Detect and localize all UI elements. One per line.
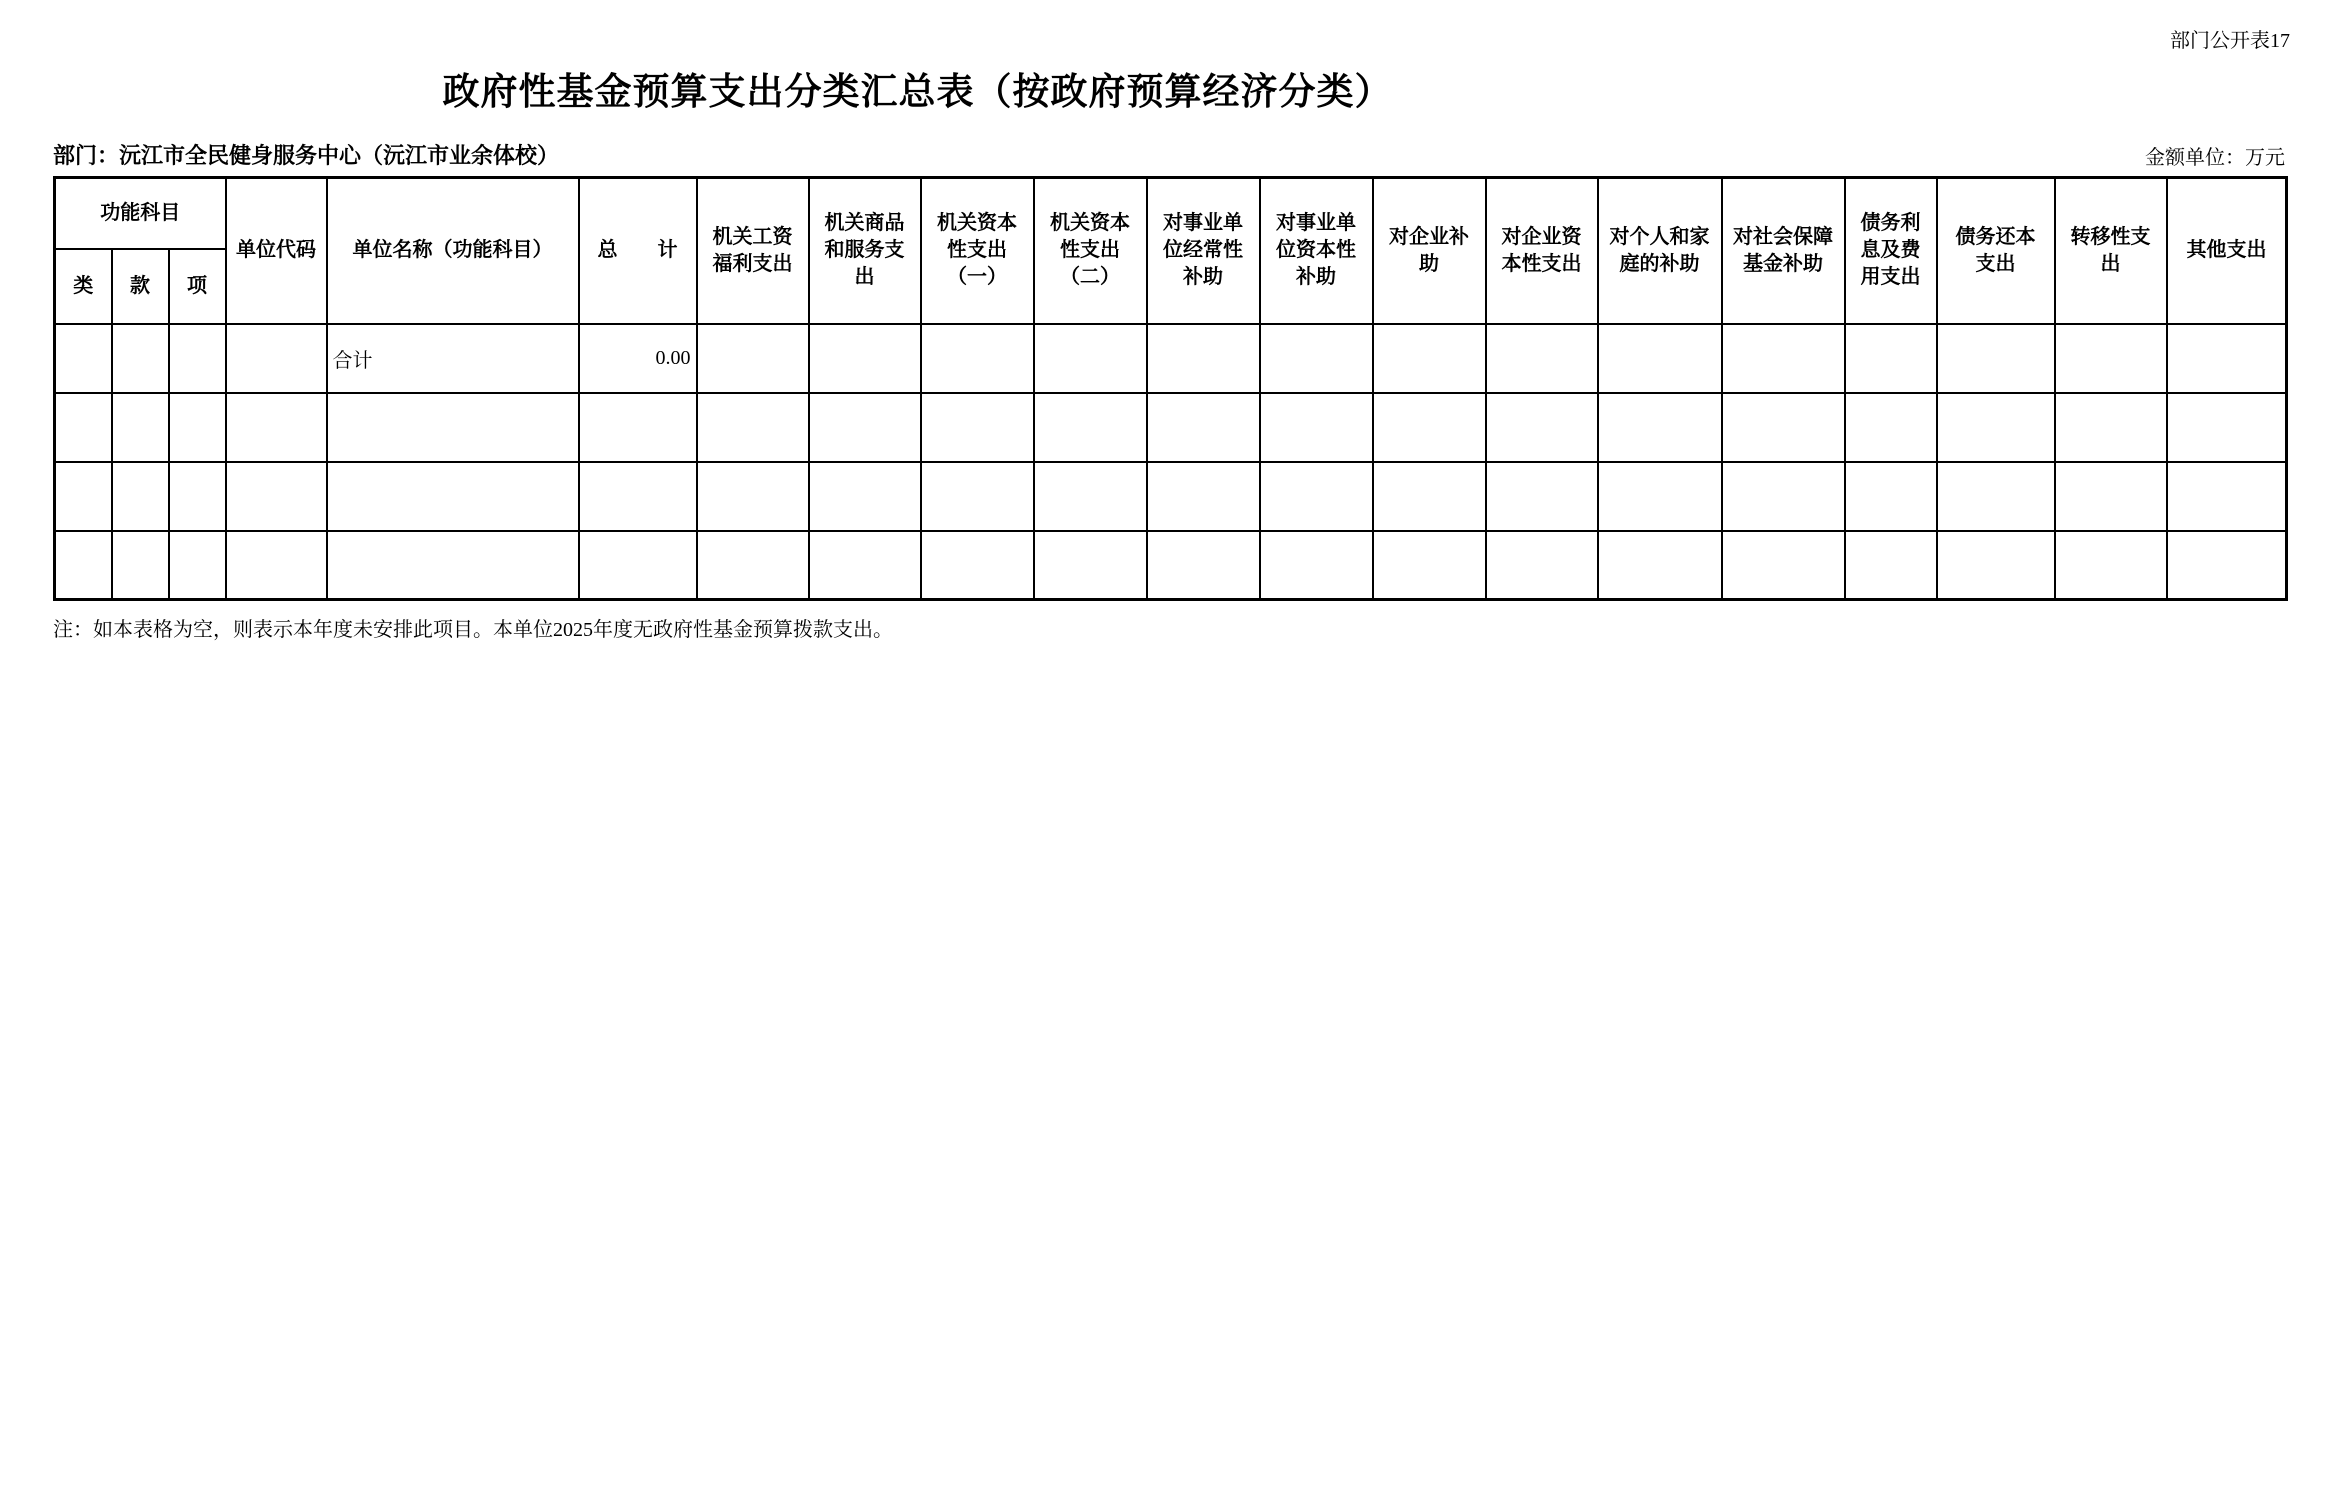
table-cell bbox=[1486, 462, 1598, 531]
col-econ-enterprise-capital: 对企业资本性支出 bbox=[1486, 178, 1598, 324]
table-cell bbox=[1845, 531, 1937, 600]
table-cell bbox=[55, 324, 112, 393]
col-econ-transfer: 转移性支出 bbox=[2055, 178, 2167, 324]
table-cell bbox=[1260, 462, 1373, 531]
table-cell bbox=[579, 393, 697, 462]
table-cell bbox=[226, 531, 327, 600]
table-cell bbox=[169, 393, 226, 462]
table-cell bbox=[1373, 324, 1486, 393]
table-cell bbox=[2167, 531, 2287, 600]
col-econ-capital-1: 机关资本性支出（一） bbox=[921, 178, 1034, 324]
table-cell bbox=[809, 462, 921, 531]
table-cell bbox=[1034, 462, 1147, 531]
table-cell bbox=[1486, 393, 1598, 462]
table-cell bbox=[1722, 393, 1845, 462]
table-cell bbox=[1034, 531, 1147, 600]
table-cell bbox=[1373, 531, 1486, 600]
col-func-subject: 功能科目 bbox=[55, 178, 226, 249]
table-row bbox=[55, 462, 2287, 531]
table-cell bbox=[1845, 324, 1937, 393]
table-cell bbox=[55, 462, 112, 531]
col-unit-code: 单位代码 bbox=[226, 178, 327, 324]
table-cell bbox=[1147, 462, 1260, 531]
table-cell bbox=[2055, 462, 2167, 531]
table-cell bbox=[809, 324, 921, 393]
table-cell bbox=[55, 531, 112, 600]
table-cell bbox=[2055, 531, 2167, 600]
table-cell bbox=[1147, 531, 1260, 600]
table-cell bbox=[55, 393, 112, 462]
col-econ-individual-family: 对个人和家庭的补助 bbox=[1598, 178, 1722, 324]
table-cell bbox=[112, 531, 169, 600]
col-econ-social-security: 对社会保障基金补助 bbox=[1722, 178, 1845, 324]
table-cell bbox=[169, 324, 226, 393]
table-cell bbox=[697, 324, 809, 393]
col-class: 类 bbox=[55, 249, 112, 324]
col-econ-enterprise-subsidy: 对企业补助 bbox=[1373, 178, 1486, 324]
table-cell bbox=[1937, 531, 2055, 600]
table-cell bbox=[2167, 324, 2287, 393]
col-econ-debt-principal: 债务还本支出 bbox=[1937, 178, 2055, 324]
table-cell bbox=[809, 393, 921, 462]
amount-unit-label: 金额单位：万元 bbox=[2145, 147, 2285, 169]
table-cell bbox=[697, 531, 809, 600]
table-cell bbox=[1845, 462, 1937, 531]
table-cell bbox=[2167, 393, 2287, 462]
budget-table bbox=[53, 176, 2288, 601]
page-title: 政府性基金预算支出分类汇总表（按政府预算经济分类） bbox=[442, 70, 1393, 113]
col-unit-name: 单位名称（功能科目） bbox=[327, 178, 579, 324]
department-line: 部门：沅江市全民健身服务中心（沅江市业余体校） bbox=[53, 143, 560, 168]
header-row-1 bbox=[55, 178, 2287, 249]
table-cell bbox=[226, 324, 327, 393]
table-cell bbox=[327, 531, 579, 600]
col-section: 款 bbox=[112, 249, 169, 324]
table-cell bbox=[1722, 531, 1845, 600]
table-cell bbox=[1937, 324, 2055, 393]
note: 注：如本表格为空，则表示本年度未安排此项目。本单位2025年度无政府性基金预算拨款支出。 bbox=[53, 619, 893, 641]
table-cell bbox=[1598, 324, 1722, 393]
table-cell bbox=[1260, 324, 1373, 393]
table-cell bbox=[1260, 531, 1373, 600]
table-cell bbox=[1937, 462, 2055, 531]
col-econ-other: 其他支出 bbox=[2167, 178, 2287, 324]
table-cell: 0.00 bbox=[579, 324, 697, 393]
table-cell bbox=[579, 531, 697, 600]
col-item: 项 bbox=[169, 249, 226, 324]
col-econ-wages: 机关工资福利支出 bbox=[697, 178, 809, 324]
table-cell bbox=[1937, 393, 2055, 462]
table-cell bbox=[809, 531, 921, 600]
table-cell bbox=[921, 393, 1034, 462]
meta-row bbox=[53, 139, 2285, 170]
table-cell bbox=[112, 393, 169, 462]
col-total: 总 计 bbox=[579, 178, 697, 324]
table-cell bbox=[1598, 462, 1722, 531]
table-cell bbox=[226, 393, 327, 462]
table-cell bbox=[169, 531, 226, 600]
table-cell bbox=[169, 462, 226, 531]
table-cell bbox=[1034, 393, 1147, 462]
table-cell bbox=[1486, 324, 1598, 393]
table-cell bbox=[1722, 324, 1845, 393]
table-cell bbox=[1373, 393, 1486, 462]
table-cell bbox=[579, 462, 697, 531]
table-row bbox=[55, 324, 2287, 393]
table-cell bbox=[697, 462, 809, 531]
col-econ-capital-2: 机关资本性支出（二） bbox=[1034, 178, 1147, 324]
table-cell bbox=[921, 531, 1034, 600]
doc-label: 部门公开表17 bbox=[2170, 30, 2290, 52]
table-row bbox=[55, 393, 2287, 462]
table-cell bbox=[697, 393, 809, 462]
table-cell bbox=[112, 462, 169, 531]
table-cell bbox=[1034, 324, 1147, 393]
table-header bbox=[55, 178, 2287, 324]
table-cell bbox=[1598, 393, 1722, 462]
col-econ-debt-interest: 债务利息及费用支出 bbox=[1845, 178, 1937, 324]
table-cell bbox=[1373, 462, 1486, 531]
table-cell bbox=[1147, 324, 1260, 393]
table-cell bbox=[1598, 531, 1722, 600]
table-cell bbox=[921, 462, 1034, 531]
table-cell bbox=[112, 324, 169, 393]
table-row bbox=[55, 531, 2287, 600]
table-cell bbox=[1845, 393, 1937, 462]
table-cell: 合计 bbox=[327, 324, 579, 393]
table-cell bbox=[1147, 393, 1260, 462]
col-econ-inst-recurrent: 对事业单位经常性补助 bbox=[1147, 178, 1260, 324]
table-cell bbox=[1722, 462, 1845, 531]
table-cell bbox=[2167, 462, 2287, 531]
table-cell bbox=[2055, 324, 2167, 393]
table-cell bbox=[1486, 531, 1598, 600]
col-econ-inst-capital: 对事业单位资本性补助 bbox=[1260, 178, 1373, 324]
table-cell bbox=[921, 324, 1034, 393]
table-cell bbox=[226, 462, 327, 531]
table-cell bbox=[327, 462, 579, 531]
table-cell bbox=[2055, 393, 2167, 462]
table-cell bbox=[1260, 393, 1373, 462]
table-body bbox=[55, 324, 2287, 600]
col-econ-goods-services: 机关商品和服务支出 bbox=[809, 178, 921, 324]
table-cell bbox=[327, 393, 579, 462]
